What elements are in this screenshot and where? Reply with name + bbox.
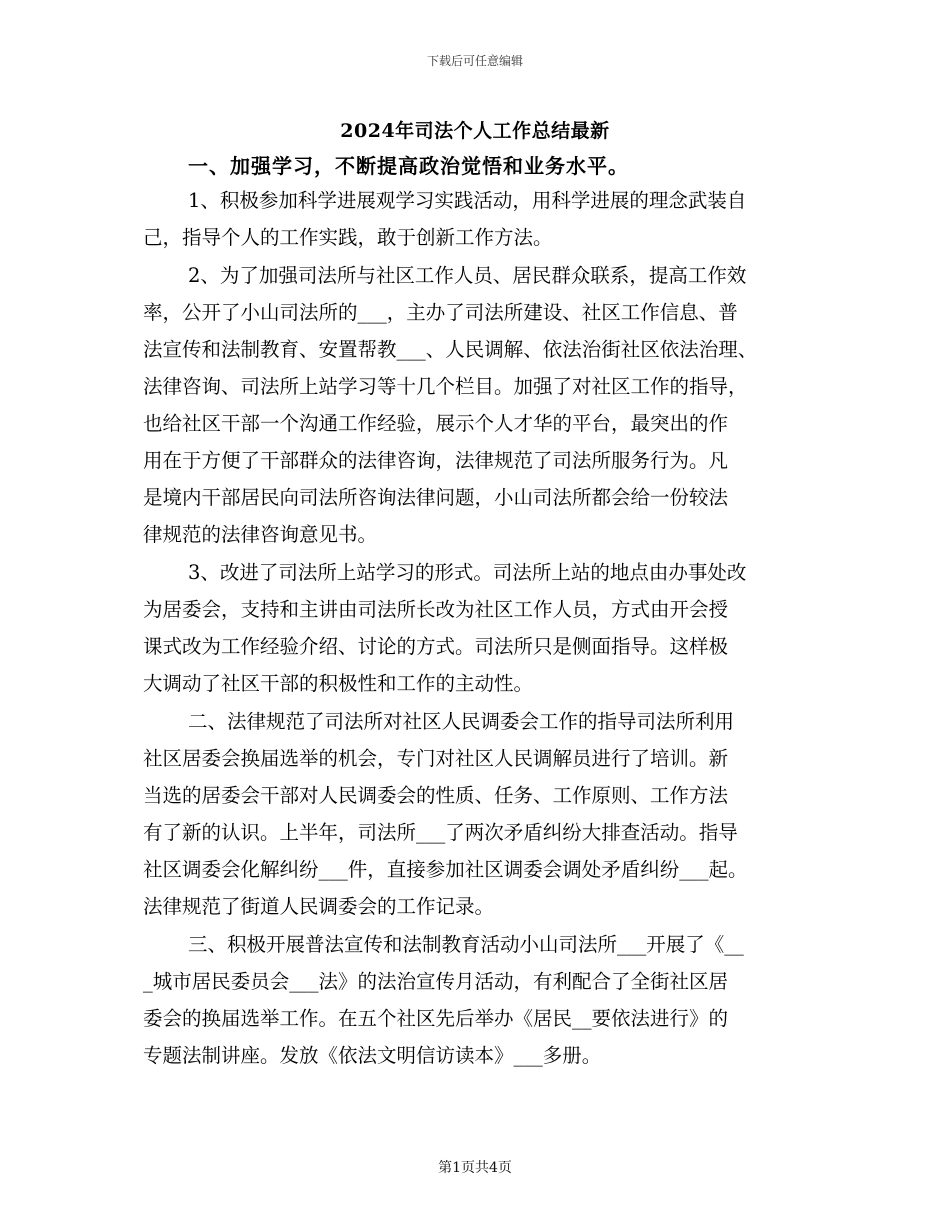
text-line: 大调动了社区干部的积极性和工作的主动性。 [143,672,534,695]
text-line: 率，公开了小山司法所的___，主办了司法所建设、社区工作信息、普 [143,301,738,324]
paragraph-2 [143,257,823,553]
paragraph-1 [143,182,823,256]
paragraph-5 [143,926,823,1074]
text-line: 当选的居委会干部对人民调委会的性质、任务、工作原则、工作方法 [143,784,729,807]
text-line: 委会的换届选举工作。在五个社区先后举办《居民__要依法进行》的 [143,1007,729,1030]
text-line: 己，指导个人的工作实践，敢于创新工作方法。 [143,226,553,249]
text-line: 1、积极参加科学进展观学习实践活动，用科学进展的理念武装自 [188,189,747,212]
text-line: 法律规范了街道人民调委会的工作记录。 [143,895,495,918]
paragraph-4 [143,703,823,925]
text-line: 三、积极开展普法宣传和法制教育活动小山司法所___开展了《__ [188,933,744,956]
text-line: 专题法制讲座。发放《依法文明信访读本》___多册。 [143,1044,602,1067]
text-line: 2、为了加强司法所与社区工作人员、居民群众联系，提高工作效 [188,264,747,287]
text-line: 法宣传和法制教育、安置帮教___、人民调解、依法治街社区依法治理、 [143,338,758,361]
section-heading: 一、加强学习，不断提高政治觉悟和业务水平。 [188,154,629,178]
document-title: 2024年司法个人工作总结最新 [340,120,610,142]
text-line: 二、法律规范了司法所对社区人民调委会工作的指导司法所利用 [188,710,735,733]
text-line: 社区居委会换届选举的机会，专门对社区人民调解员进行了培训。新 [143,747,729,770]
text-line: 3、改进了司法所上站学习的形式。司法所上站的地点由办事处改 [188,561,747,584]
text-line: 用在于方便了干部群众的法律咨询，法律规范了司法所服务行为。凡 [143,449,729,472]
text-line: 也给社区干部一个沟通工作经验，展示个人才华的平台，最突出的作 [143,412,729,435]
header-note: 下载后可任意编辑 [426,54,523,68]
paragraph-3 [143,554,823,702]
text-line: 法律咨询、司法所上站学习等十几个栏目。加强了对社区工作的指导， [143,375,748,398]
text-line: 是境内干部居民向司法所咨询法律问题，小山司法所都会给一份较法 [143,486,729,509]
text-line: _城市居民委员会___法》的法治宣传月活动，有利配合了全街社区居 [143,970,729,993]
text-line: 为居委会，支持和主讲由司法所长改为社区工作人员，方式由开会授 [143,598,729,621]
text-line: 社区调委会化解纠纷___件，直接参加社区调委会调处矛盾纠纷___起。 [143,858,748,881]
text-line: 有了新的认识。上半年，司法所___了两次矛盾纠纷大排查活动。指导 [143,821,738,844]
text-line: 课式改为工作经验介绍、讨论的方式。司法所只是侧面指导。这样极 [143,635,729,658]
page-number-footer: 第1页共4页 [438,1160,512,1176]
text-line: 律规范的法律咨询意见书。 [143,523,378,546]
